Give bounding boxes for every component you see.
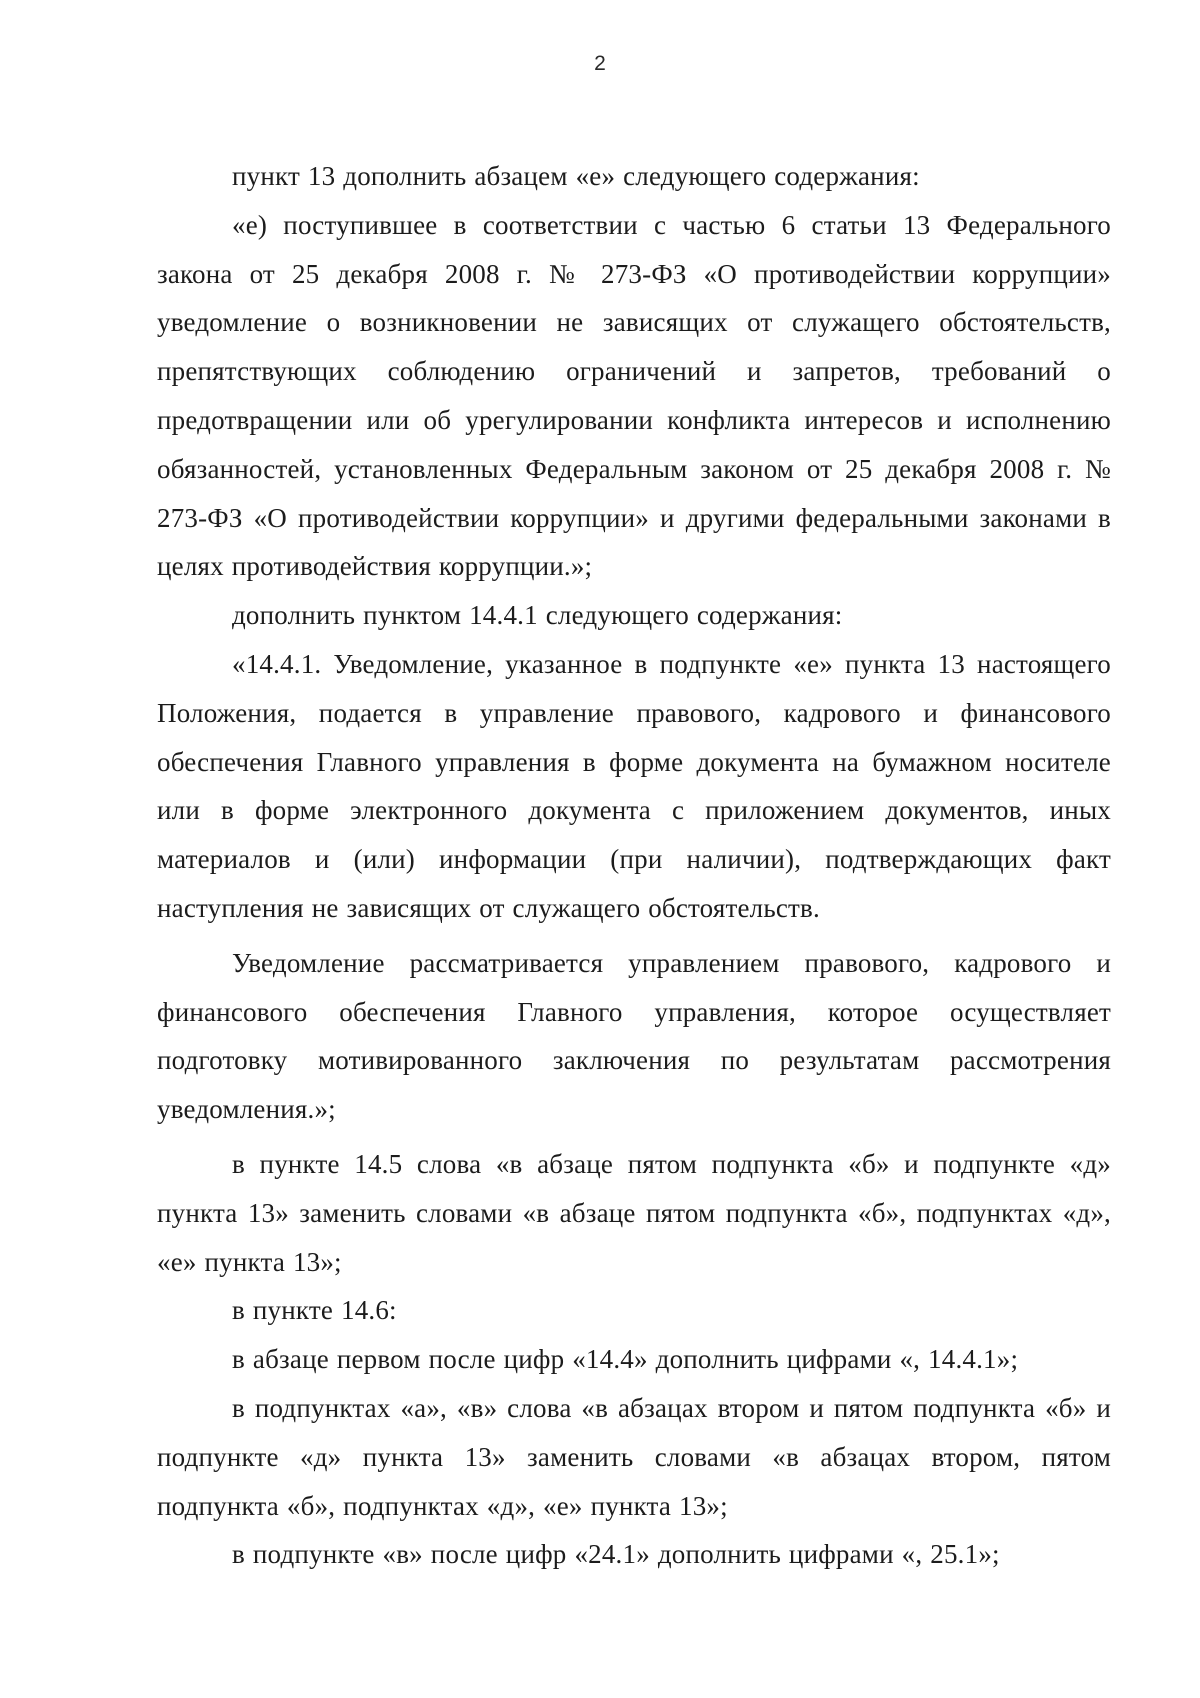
paragraph-first-abzac: в абзаце первом после цифр «14.4» дополнить цифрами «, 14.4.1»;	[232, 1344, 1019, 1375]
paragraph-notice-review: Уведомление рассматривается управлением правового, кадрового и финансового обеспечения Главного управления, которое осуществляет подготовку мотивированного заключения по результатам рассмотрения уведомления.»;	[157, 947, 1111, 1125]
paragraph-point-14-6: в пункте 14.6:	[232, 1295, 397, 1326]
paragraph-subpoint-v: в подпункте «в» после цифр «24.1» дополнить цифрами «, 25.1»;	[232, 1539, 1000, 1570]
paragraph-intro-point-13: пункт 13 дополнить абзацем «е» следующего содержания:	[232, 161, 920, 191]
paragraph-subpoint-e: «е) поступившее в соответствии с частью 6 статьи 13 Федерального закона от 25 декабря 2008 г. № 273-ФЗ «О противодействии коррупции» уведомление о возникновении не зависящих от служащего обстоятельств, препятствующих соблюдению ограничений и запретов, требований о предотвращении или об урегулировании конфликта интересов и исполнению обязанностей, установленных Федеральным законом от 25 декабря 2008 г. № 273-ФЗ «О противодействии коррупции» и другими федеральными законами в целях противодействия коррупции.»;	[157, 209, 1111, 582]
paragraph-point-14-5: в пункте 14.5 слова «в абзаце пятом подпункта «б» и подпункте «д» пункта 13» заменить словами «в абзаце пятом подпункта «б», подпунктах «д», «е» пункта 13»;	[157, 1148, 1111, 1277]
document-body	[157, 152, 1111, 1579]
page-number: 2	[594, 52, 606, 75]
paragraph-subpoints-a-v: в подпунктах «а», «в» слова «в абзацах втором и пятом подпункта «б» и подпункте «д» пункта 13» заменить словами «в абзацах втором, пятом подпункта «б», подпунктах «д», «е» пункта 13»;	[157, 1392, 1111, 1521]
paragraph-point-14-4-1-text: «14.4.1. Уведомление, указанное в подпункте «е» пункта 13 настоящего Положения, подается в управление правового, кадрового и финансового обеспечения Главного управления в форме документа на бумажном носителе или в форме электронного документа с приложением документов, иных материалов и (или) информации (при наличии), подтверждающих факт наступления не зависящих от служащего обстоятельств.	[157, 648, 1111, 923]
paragraph-add-point-14-4-1: дополнить пунктом 14.4.1 следующего содержания:	[232, 600, 843, 631]
